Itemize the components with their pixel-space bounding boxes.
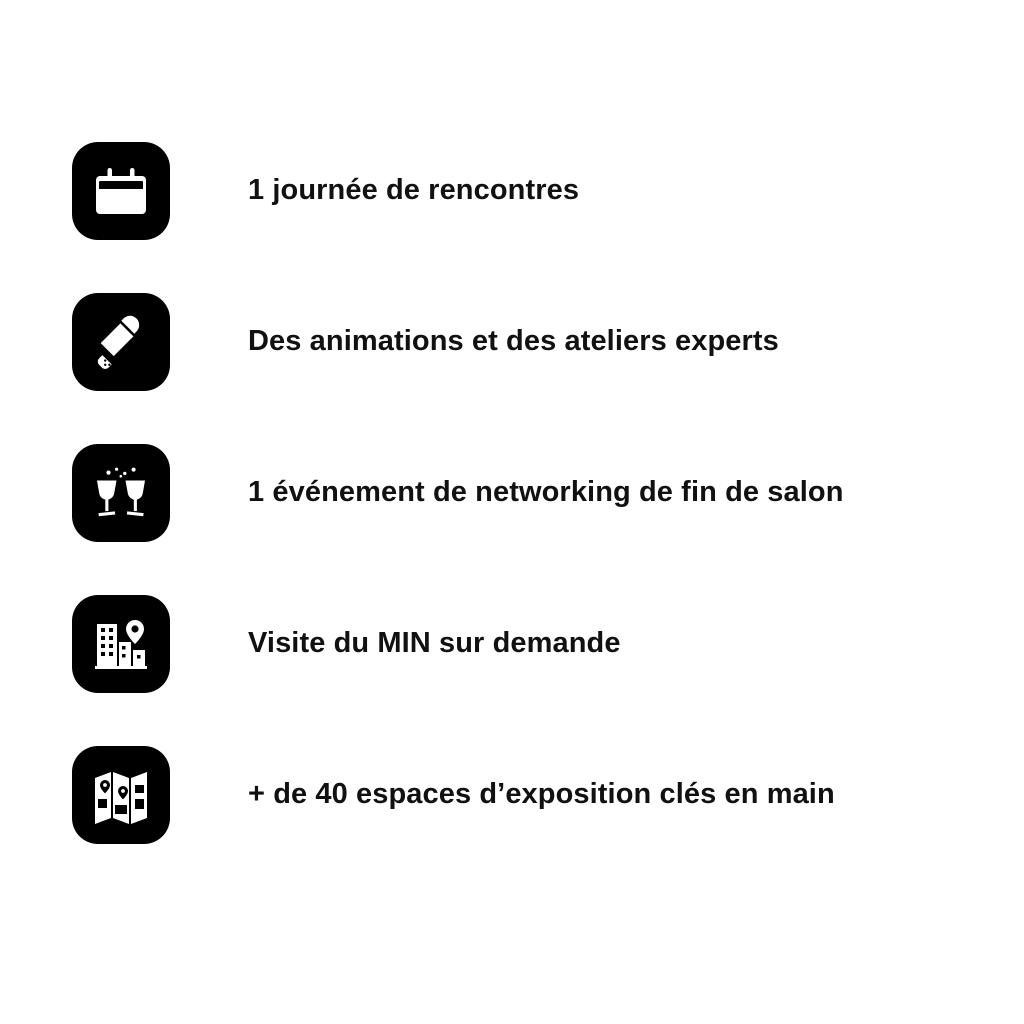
list-item	[72, 142, 972, 240]
microphone-icon	[72, 293, 170, 391]
feature-list	[72, 142, 972, 844]
calendar-icon	[72, 142, 170, 240]
list-item	[72, 444, 972, 542]
list-item-label: 1 journée de rencontres	[248, 174, 580, 207]
list-item-label: 1 événement de networking de fin de salon	[248, 476, 844, 509]
list-item-label: Visite du MIN sur demande	[248, 627, 621, 660]
floor-plan-icon	[72, 746, 170, 844]
list-item	[72, 293, 972, 391]
champagne-glasses-icon	[72, 444, 170, 542]
city-map-pin-icon	[72, 595, 170, 693]
list-item-label: + de 40 espaces d’exposition clés en main	[248, 778, 835, 811]
list-item	[72, 746, 972, 844]
list-item	[72, 595, 972, 693]
list-item-label: Des animations et des ateliers experts	[248, 325, 779, 358]
